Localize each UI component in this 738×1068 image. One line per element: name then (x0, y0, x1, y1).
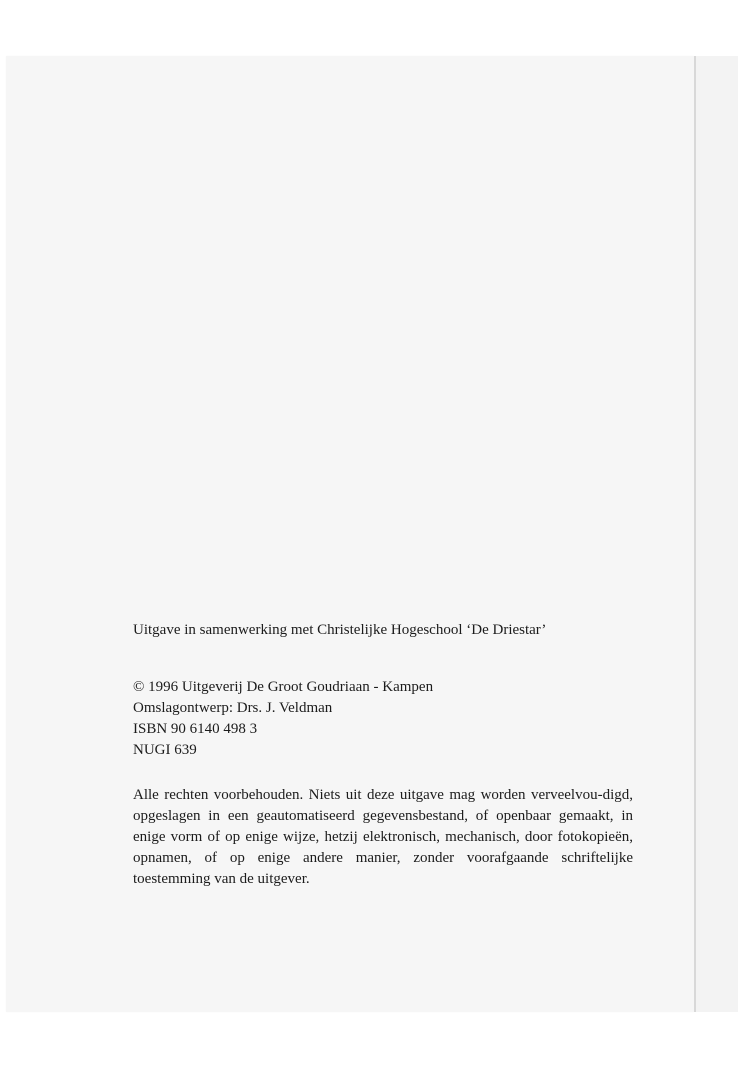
next-page-edge (696, 56, 738, 1012)
imprint-block (133, 677, 633, 761)
cover-design-line: Omslagontwerp: Drs. J. Veldman (133, 700, 333, 716)
colophon (133, 620, 633, 890)
collaboration-note: Uitgave in samenwerking met Christelijke Hogeschool ‘De Driestar’ (133, 622, 547, 638)
nugi-line: NUGI 639 (133, 742, 197, 758)
isbn-line: ISBN 90 6140 498 3 (133, 721, 258, 737)
rights-notice: Alle rechten voorbehouden. Niets uit deze uitgave mag worden verveelvou-digd, opgeslagen in een geautomatiseerd gegevensbestand, of openbaar gemaakt, in enige vorm of op enige wijze, hetzij elektronisch, mechanisch, door fotokopieën, opnamen, of op enige andere manier, zonder voorafgaande schriftelijke toestemming van de uitgever. (133, 787, 633, 887)
copyright-line: © 1996 Uitgeverij De Groot Goudriaan - Kampen (133, 679, 434, 695)
